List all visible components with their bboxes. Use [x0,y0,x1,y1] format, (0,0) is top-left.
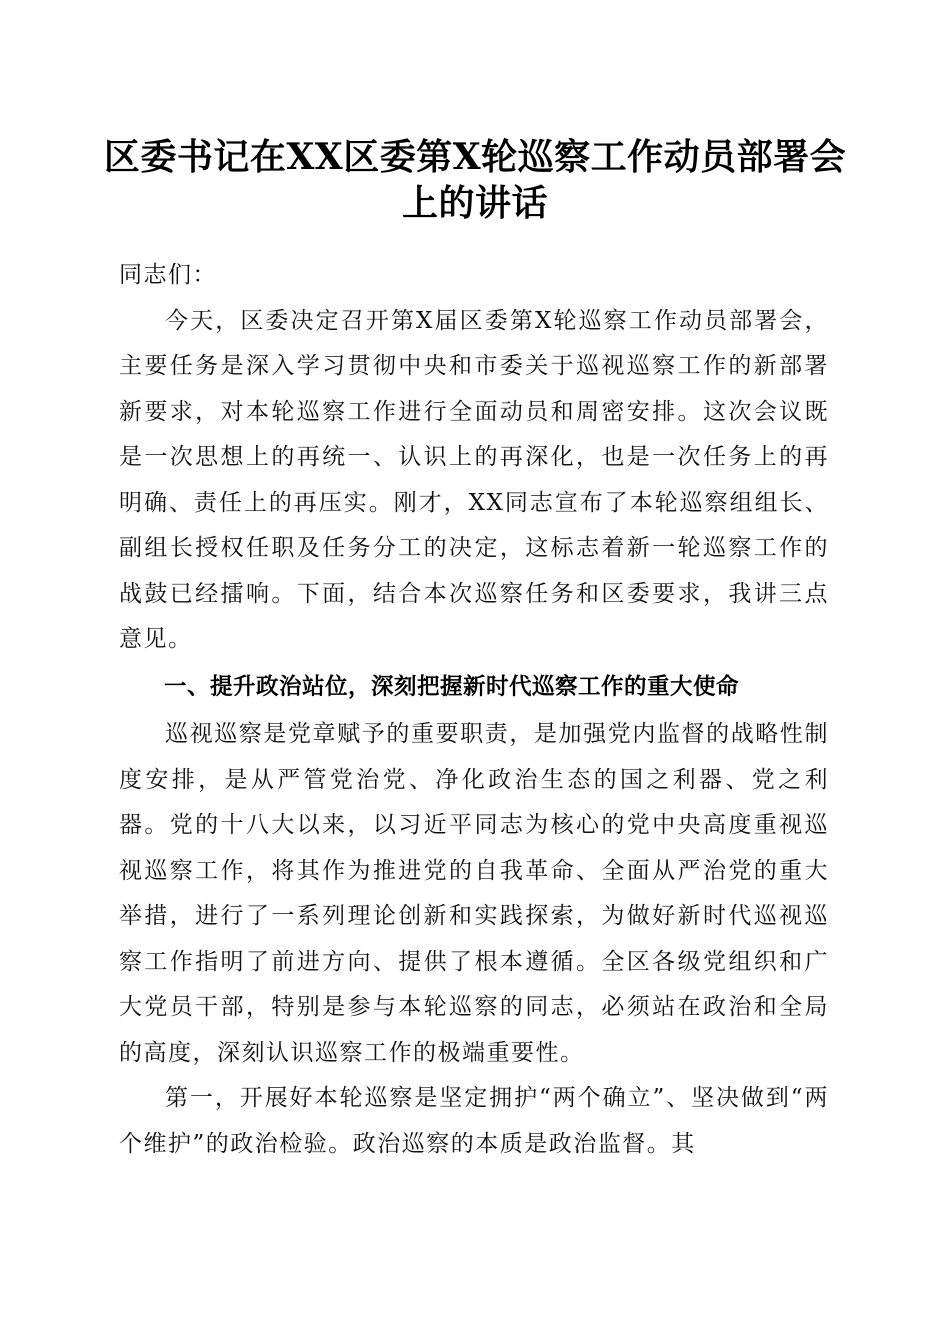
section-paragraph: 巡视巡察是党章赋予的重要职责，是加强党内监督的战略性制度安排，是从严管党治党、净化政治生态的国之利器、党之利器。党的十八大以来，以习近平同志为核心的党中央高度重视巡视巡察工作，将其作为推进党的自我革命、全面从严治党的重大举措，进行了一系列理论创新和实践探索，为做好新时代巡视巡察工作指明了前进方向、提供了根本遵循。全区各级党组织和广大党员干部，特别是参与本轮巡察的同志，必须站在政治和全局的高度，深刻认识巡察工作的极端重要性。 [119,721,829,1066]
document-title: 区委书记在XX区委第X轮巡察工作动员部署会上的讲话 [103,136,847,224]
intro-paragraph: 今天，区委决定召开第X届区委第X轮巡察工作动员部署会，主要任务是深入学习贯彻中央和市委关于巡视巡察工作的新部署新要求，对本轮巡察工作进行全面动员和周密安排。这次会议既是一次思想上的再统一、认识上的再深化，也是一次任务上的再明确、责任上的再压实。刚才，XX同志宣布了本轮巡察组组长、副组长授权任职及任务分工的决定，这标志着新一轮巡察工作的战鼓已经擂响。下面，结合本次巡察任务和区委要求，我讲三点意见。 [119,307,829,652]
salutation: 同志们： [119,262,217,288]
document-body [119,253,829,1167]
section-paragraph-first-point: 第一，开展好本轮巡察是坚定拥护“两个确立”、坚决做到“两个维护”的政治检验。政治巡察的本质是政治监督。其 [119,1085,829,1157]
section-heading: 一、提升政治站位，深刻把握新时代巡察工作的重大使命 [164,673,740,700]
